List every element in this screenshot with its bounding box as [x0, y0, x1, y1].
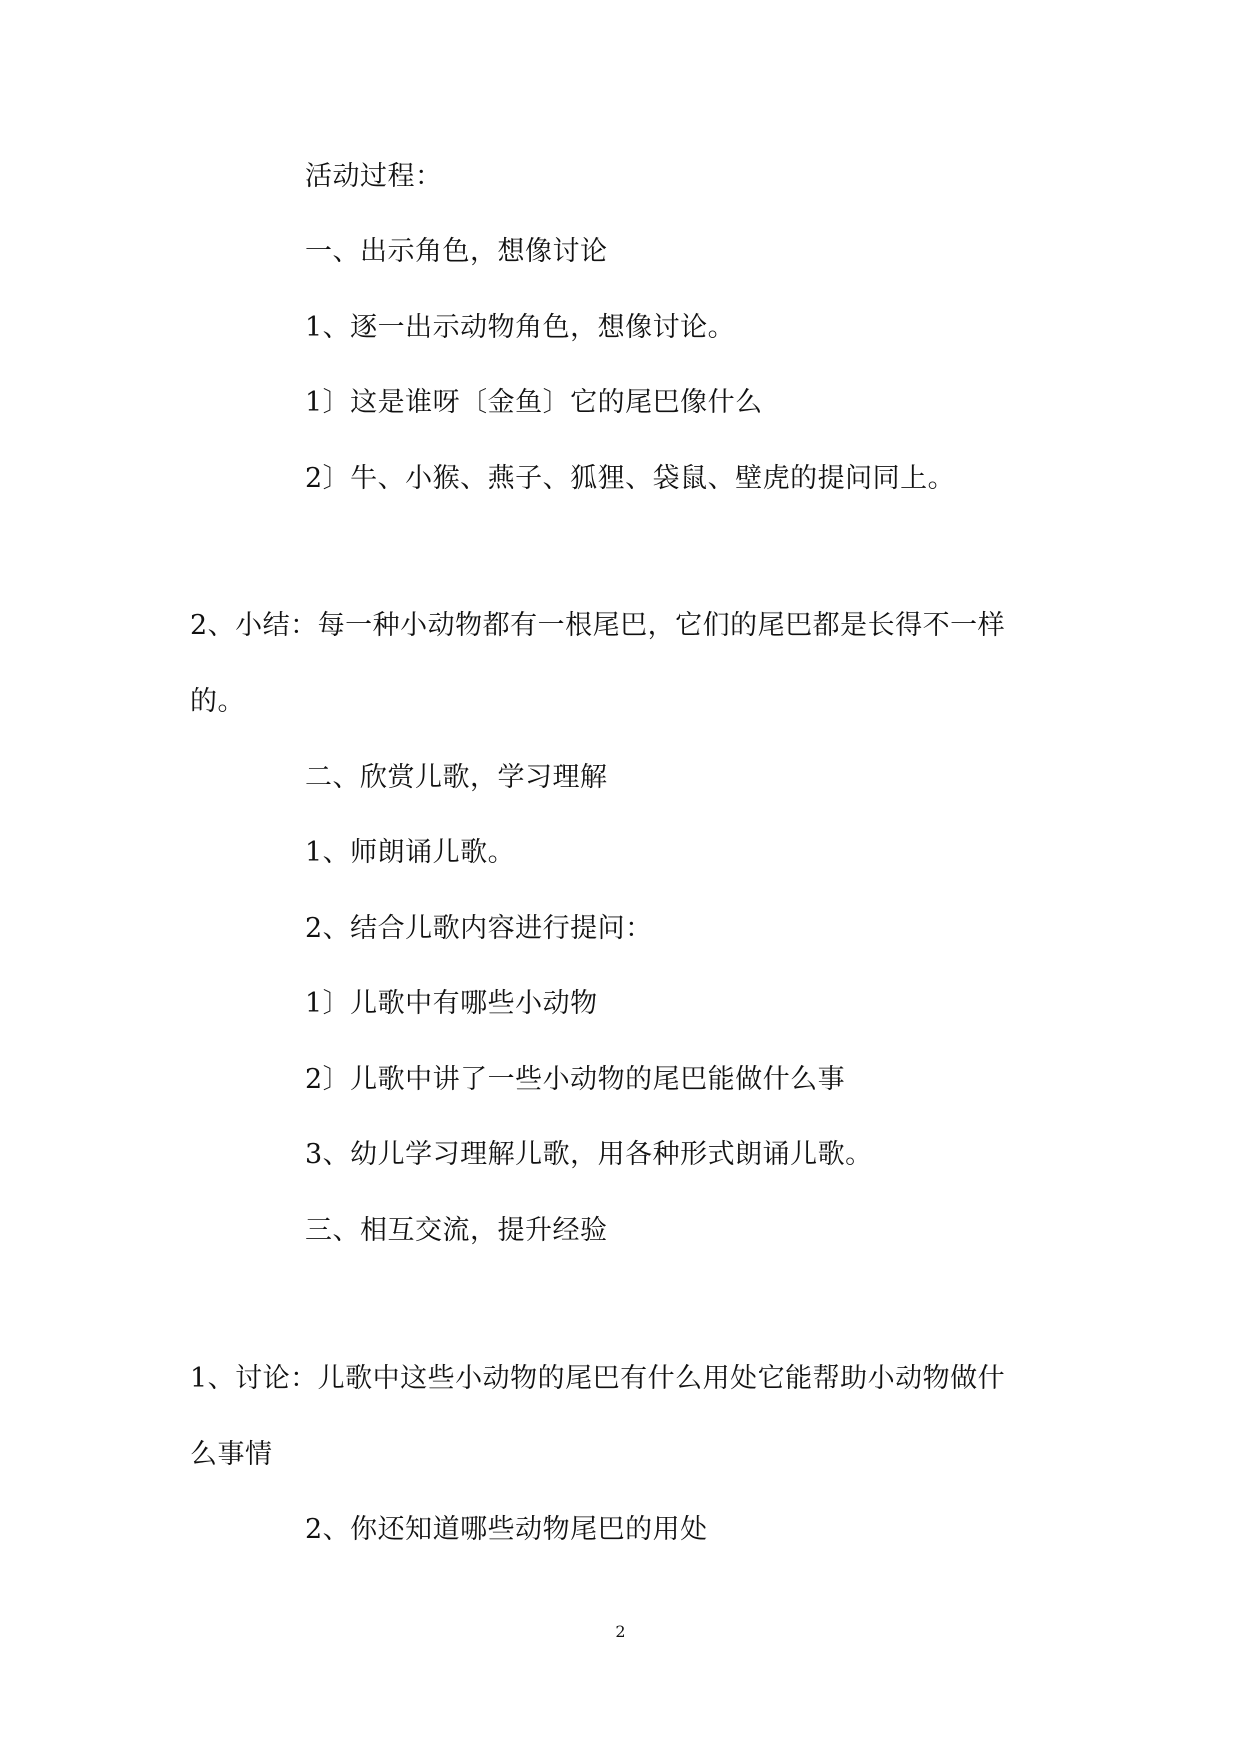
text-line-section-one-heading: 一、出示角色，想像讨论	[305, 236, 608, 267]
page-number: 2	[615, 1622, 626, 1641]
text-line: 的。	[190, 686, 245, 717]
text-line: 2、结合儿歌内容进行提问：	[305, 913, 653, 944]
text-line-section-two-heading: 二、欣赏儿歌，学习理解	[305, 762, 608, 793]
text-line: 1〕儿歌中有哪些小动物	[305, 988, 598, 1019]
text-line: 2〕牛、小猴、燕子、狐狸、袋鼠、壁虎的提问同上。	[305, 463, 956, 494]
text-line: 1、讨论：儿歌中这些小动物的尾巴有什么用处它能帮助小动物做什	[190, 1363, 1006, 1394]
text-line: 么事情	[190, 1439, 273, 1470]
text-line-process-heading: 活动过程：	[305, 161, 443, 192]
text-line: 1〕这是谁呀〔金鱼〕它的尾巴像什么	[305, 387, 763, 418]
text-line: 1、师朗诵儿歌。	[305, 837, 516, 868]
text-line: 2、你还知道哪些动物尾巴的用处	[305, 1514, 708, 1545]
text-line: 2、小结：每一种小动物都有一根尾巴，它们的尾巴都是长得不一样	[190, 610, 1006, 641]
text-line-section-three-heading: 三、相互交流，提升经验	[305, 1215, 608, 1246]
text-line: 2〕儿歌中讲了一些小动物的尾巴能做什么事	[305, 1064, 846, 1095]
text-line: 1、逐一出示动物角色，想像讨论。	[305, 312, 736, 343]
text-line: 3、幼儿学习理解儿歌，用各种形式朗诵儿歌。	[305, 1139, 873, 1170]
